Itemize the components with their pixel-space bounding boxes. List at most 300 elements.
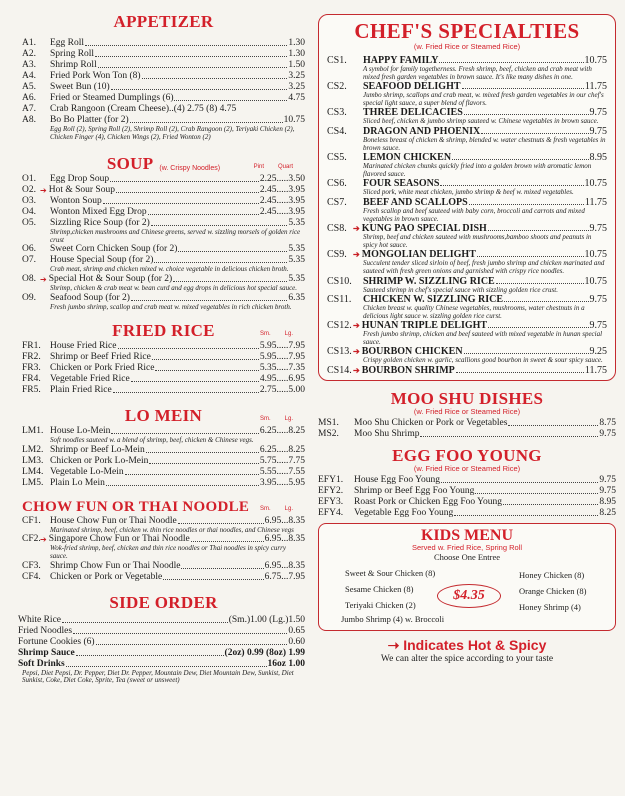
item-name-text: Spring Roll — [50, 49, 95, 59]
chefs-list — [327, 55, 607, 376]
item-description: Marinated shrimp, beef, chicken w. thin rice noodles or thai noodles, and Chinese vegs — [50, 525, 294, 534]
item-price: 10.75 — [584, 178, 607, 190]
item-code: CS10. — [327, 275, 352, 287]
item-code: EFY2. — [318, 486, 344, 497]
menu-item — [22, 174, 305, 185]
item-price: 9.75 — [589, 320, 607, 332]
chili-icon: ➔ — [353, 366, 360, 376]
item-description: Succulent tender sliced sirloin of beef, fresh jumbo shrimp and chicken marinated and sauteed with fresh green onions and garnished with crispy rice noodles. — [363, 259, 605, 275]
item-code: A2. — [22, 49, 36, 59]
egg-foo-list — [318, 475, 616, 519]
dot-leader — [503, 497, 598, 505]
item-name — [354, 418, 599, 429]
item-name-text: Soft Drinks — [18, 658, 65, 669]
dot-leader — [96, 637, 288, 645]
lo-mein-size-large: Lg. — [284, 416, 293, 423]
appetizer-title: APPETIZER — [113, 12, 214, 31]
egg-foo-young-section — [318, 446, 616, 519]
menu-item — [22, 185, 305, 196]
item-code: A6. — [22, 93, 36, 103]
menu-item — [327, 365, 607, 376]
item-price: 11.75 — [584, 365, 607, 377]
item-code: FR3. — [22, 363, 41, 374]
item-price: 9.75 — [599, 486, 616, 497]
moo-shu-title: MOO SHU DISHES — [390, 389, 544, 409]
dot-leader — [163, 572, 263, 580]
item-price: 8.95 — [589, 152, 607, 164]
item-name — [50, 561, 265, 572]
item-name-text: Shrimp Sauce — [18, 647, 75, 658]
item-description: Shrimp, beef and chicken sauteed with mushrooms,bamboo shoots and peanuts in spicy hot sauce. — [363, 233, 592, 249]
menu-item — [18, 659, 305, 670]
chili-icon: ➔ — [40, 186, 47, 196]
item-price: 2.45.....3.95 — [259, 207, 305, 218]
soup-size-pint: Pint — [253, 164, 264, 171]
dot-leader — [62, 615, 228, 623]
item-code: O9. — [22, 292, 36, 303]
item-name-text: Moo Shu Shrimp — [354, 429, 420, 440]
menu-item — [22, 71, 305, 82]
menu-item — [22, 82, 305, 93]
item-code: CS3. — [327, 107, 347, 119]
item-price: 6.95...8.35 — [264, 515, 305, 526]
item-name-text: Sizzling Rice Soup (for 2) — [50, 218, 150, 229]
menu-item — [327, 276, 607, 287]
item-price: 11.75 — [584, 196, 607, 208]
item-name-text: Wonton Soup — [50, 196, 102, 207]
item-name — [363, 276, 585, 287]
soup-list — [22, 174, 305, 311]
item-price: 6.35 — [288, 292, 305, 303]
item-name-text: MONGOLIAN DELIGHT — [361, 249, 476, 261]
item-price: 5.35 — [288, 273, 305, 284]
menu-item — [22, 467, 305, 478]
dot-leader — [462, 81, 584, 89]
dot-leader — [488, 223, 589, 231]
item-name — [354, 508, 599, 519]
menu-item — [22, 341, 305, 352]
item-price: 9.25 — [589, 346, 607, 358]
dot-leader — [148, 207, 259, 215]
dot-leader — [85, 38, 287, 46]
item-code: MS2. — [318, 429, 339, 440]
dot-leader — [181, 561, 263, 569]
menu-item — [22, 572, 305, 583]
item-name-text: FOUR SEASONS — [363, 178, 440, 190]
item-price: 10.75 — [584, 249, 607, 261]
item-price: 5.95.....7.95 — [259, 341, 305, 352]
menu-item — [22, 196, 305, 207]
item-name — [354, 497, 599, 508]
kids-item: Sesame Chicken (8) — [345, 584, 414, 595]
menu-item — [22, 207, 305, 218]
dot-leader — [110, 174, 259, 182]
item-code: O4. — [22, 207, 36, 218]
chefs-title: CHEF'S SPECIALTIES — [354, 19, 580, 43]
item-name-text: Chicken or Pork Lo-Mein — [50, 455, 149, 466]
item-name-text: Fortune Cookies (6) — [18, 636, 95, 647]
item-name-text: Shrimp or Beef Egg Foo Young — [354, 486, 475, 497]
item-code: CS1. — [327, 55, 347, 66]
item-code: CF3. — [22, 560, 41, 571]
item-name-text: KUNG PAO SPECIAL DISH — [361, 223, 487, 235]
dot-leader — [103, 196, 259, 204]
lo-mein-title: LO MEIN — [124, 406, 203, 426]
chili-icon: ➔ — [353, 250, 360, 260]
right-column — [318, 8, 616, 664]
dot-leader — [469, 197, 584, 205]
menu-item — [22, 60, 305, 71]
item-price: 4.95.....6.95 — [259, 374, 305, 385]
item-code: FR5. — [22, 385, 41, 396]
item-price: 4.75 — [288, 93, 305, 103]
menu-item — [22, 374, 305, 385]
item-name — [50, 478, 260, 489]
item-name-text: Moo Shu Chicken or Pork or Vegetables — [354, 418, 508, 429]
item-name-text: CHICKEN W. SIZZLING RICE — [363, 294, 504, 306]
egg-foo-subtitle: (w. Fried Rice or Steamed Rice) — [413, 464, 521, 474]
menu-item — [22, 93, 305, 104]
dot-leader — [151, 218, 288, 226]
dot-leader — [125, 467, 259, 475]
item-code: O3. — [22, 196, 36, 207]
item-price: 0.60 — [288, 636, 305, 647]
item-price: 5.95.....7.95 — [259, 352, 305, 363]
item-code: A3. — [22, 60, 36, 70]
item-price: 11.75 — [584, 81, 607, 93]
item-name — [50, 60, 288, 71]
kids-choose: Choose One Entree — [433, 552, 501, 563]
item-description: A symbol for family togetherness. Fresh shrimp, beef, chicken and crab meat with mixed fresh garden vegetables in brown sauce. It's like many dishes in one. — [363, 65, 592, 81]
dot-leader — [504, 294, 588, 302]
kids-subtitle: Served w. Fried Rice, Spring Roll — [411, 543, 523, 553]
dot-leader — [111, 426, 258, 434]
kids-item: Honey Shrimp (4) — [519, 602, 581, 613]
item-name-text: House Special Soup (for 2) — [50, 255, 154, 266]
item-name-text: Shrimp or Beef Fried Rice — [50, 352, 151, 363]
item-description: Shrimp, chicken & crab meat w. bean curd and egg drops in delicious hot special sauce. — [50, 283, 298, 292]
item-code: FR2. — [22, 352, 41, 363]
chili-icon: ➔ — [353, 321, 360, 331]
item-price: 6.95...8.35 — [264, 534, 305, 545]
soup-subtitle: (w. Crispy Noodles) — [159, 165, 221, 173]
item-name-text: DRAGON AND PHOENIX — [363, 125, 481, 137]
item-code: FR4. — [22, 374, 41, 385]
dot-leader — [146, 445, 259, 453]
item-name-text: SEAFOOD DELIGHT — [363, 81, 461, 93]
item-name-text: Plain Fried Rice — [50, 385, 112, 396]
item-price: 1.30 — [288, 49, 305, 59]
item-name-text: Sweet Corn Chicken Soup (for 2) — [50, 244, 178, 255]
dot-leader — [106, 478, 259, 486]
item-price: 9.75 — [599, 429, 616, 440]
lo-mein-list — [22, 426, 305, 489]
chili-icon: ➔ — [353, 224, 360, 234]
item-name-text: Chicken or Pork Fried Rice — [50, 363, 155, 374]
item-price: 5.55.....7.55 — [259, 466, 305, 477]
menu-item — [18, 637, 305, 648]
dot-leader — [95, 49, 287, 57]
chili-icon: ➔ — [353, 347, 360, 357]
item-name-text: Shrimp Roll — [50, 60, 97, 70]
side-order-title: SIDE ORDER — [109, 592, 218, 612]
dot-leader — [111, 82, 288, 90]
dot-leader — [456, 365, 584, 373]
item-name-text: SHRIMP W. SIZZLING RICE — [363, 275, 495, 287]
item-name-text: BOURBON CHICKEN — [361, 346, 463, 358]
item-name-text: Bo Bo Platter (for 2) — [50, 115, 129, 125]
item-price: 9.75 — [599, 475, 616, 486]
left-column — [18, 8, 305, 685]
dot-leader — [496, 276, 584, 284]
item-price: 3.25 — [288, 82, 305, 92]
item-code: CS8. — [327, 223, 347, 235]
dot-leader — [508, 418, 598, 426]
item-code: CS5. — [327, 152, 347, 164]
lo-mein-size-small: Sm. — [259, 416, 271, 423]
menu-item — [22, 561, 305, 572]
dot-leader — [131, 293, 287, 301]
item-code: CS14. — [327, 365, 352, 377]
menu-item — [22, 293, 305, 304]
item-name-text: Sweet Bun (10) — [50, 82, 110, 92]
item-name — [50, 104, 305, 115]
item-code: EFY1. — [318, 475, 344, 486]
chow-fun-list — [22, 516, 305, 583]
dot-leader — [452, 152, 588, 160]
item-price: 6.25.....8.25 — [259, 426, 305, 437]
item-price: 2.25.....3.50 — [259, 174, 305, 185]
item-name-text: Egg Drop Soup — [50, 174, 110, 185]
item-code: EFY3. — [318, 497, 344, 508]
item-price: 5.35 — [288, 218, 305, 229]
dot-leader — [116, 185, 259, 193]
menu-item — [22, 49, 305, 60]
chow-fun-size-small: Sm. — [259, 505, 271, 512]
dot-leader — [142, 71, 288, 79]
menu-item — [318, 418, 616, 429]
item-name-text: House Chow Fun or Thai Noodle — [50, 515, 177, 526]
item-name — [353, 365, 585, 377]
item-name — [18, 615, 229, 626]
item-description: Boneless breast of chicken & shrimp, blended w. water chestnuts & fresh vegetables in brown sauce. — [363, 135, 606, 152]
dot-leader — [440, 178, 583, 186]
item-code: O1. — [22, 174, 36, 185]
item-name — [50, 293, 288, 304]
item-name — [50, 244, 288, 255]
item-name-text: Fried Pork Won Ton (8) — [50, 71, 141, 81]
dot-leader — [481, 126, 588, 134]
item-name — [18, 648, 225, 659]
menu-item — [22, 385, 305, 396]
item-code: O5. — [22, 218, 36, 229]
item-price: 5.35.....7.35 — [259, 363, 305, 374]
item-code: LM4. — [22, 466, 44, 477]
menu-item — [22, 104, 305, 115]
item-code: CS13. — [327, 346, 352, 358]
item-name — [50, 572, 265, 583]
soup-title: SOUP — [106, 154, 154, 174]
item-name — [50, 49, 288, 60]
item-price: 6.25.....8.25 — [259, 444, 305, 455]
kids-item: Jumbo Shrimp (4) w. Broccoli — [341, 614, 445, 625]
item-name-text: THREE DELICACIES — [363, 107, 463, 119]
kids-item: Honey Chicken (8) — [519, 570, 585, 581]
menu-item — [318, 475, 616, 486]
item-price: 8.25 — [599, 508, 616, 519]
item-description: Fresh scallop and beef sauteed with baby corn, broccoli and carrots and mixed vegetables in brown sauce. — [363, 206, 585, 223]
item-name-text: BOURBON SHRIMP — [361, 365, 455, 377]
item-name-text: House Lo-Mein — [50, 426, 111, 437]
dot-leader — [464, 346, 589, 354]
item-description: Sliced beef, chicken & jumbo shrimp sauteed w. Chinese vegetables in brown sauce. — [363, 117, 599, 126]
item-price: 6.75...7.95 — [264, 571, 305, 582]
dot-leader — [73, 626, 287, 634]
dot-leader — [131, 374, 259, 382]
moo-shu-subtitle: (w. Fried Rice or Steamed Rice) — [413, 407, 521, 417]
dot-leader — [173, 274, 287, 282]
item-price: 9.75 — [589, 125, 607, 137]
item-name — [50, 82, 288, 93]
item-name-text: Vegetable Lo-Mein — [50, 466, 124, 477]
dot-leader — [191, 534, 264, 542]
item-name — [50, 352, 260, 363]
item-name-text: Singapore Chow Fun or Thai Noodle — [48, 534, 190, 545]
item-name-text: Roast Pork or Chicken Egg Foo Young — [354, 497, 503, 508]
item-name — [50, 93, 288, 104]
item-code: CF1. — [22, 515, 41, 526]
menu-item — [22, 244, 305, 255]
item-name-text: Chicken or Pork or Vegetable — [50, 571, 163, 582]
dot-leader — [66, 659, 267, 667]
dot-leader — [98, 60, 288, 68]
drinks-note: Pepsi, Diet Pepsi, Dr. Pepper, Diet Dr. Pepper, Mountain Dew, Diet Mountain Dew, Sunkist, Diet Sunkist, Coke, Diet Coke, Sprite, Tea (sweet or unsweet) — [22, 668, 294, 685]
item-description: Sauteed shrimp in chef's special sauce with sizzling golden rice crust. — [363, 285, 558, 294]
item-name-text: Wonton Mixed Egg Drop — [50, 207, 147, 218]
item-price: 1.30 — [288, 38, 305, 48]
item-description: Shrimp,chicken mushrooms and Chinese greens, served w. sizzling morsels of golden rice crust — [50, 228, 301, 244]
item-code: CS2. — [327, 81, 347, 93]
item-name-text: Shrimp or Beef Lo-Mein — [50, 444, 145, 455]
item-price: 6.95...8.35 — [264, 560, 305, 571]
item-code: CF4. — [22, 571, 41, 582]
item-name-text: Hot & Sour Soup — [48, 185, 115, 196]
kids-item: Sweet & Sour Chicken (8) — [345, 568, 436, 579]
item-price: 1.50 — [288, 60, 305, 70]
chili-icon: ➔ — [40, 535, 47, 545]
dot-leader — [174, 93, 287, 101]
item-name — [50, 456, 260, 467]
item-code: CS9. — [327, 249, 347, 261]
item-price: 2.45.....3.95 — [259, 185, 305, 196]
dot-leader — [178, 244, 287, 252]
item-name-text: Shrimp Chow Fun or Thai Noodle — [50, 560, 181, 571]
item-code: A1. — [22, 38, 36, 48]
chow-fun-title: CHOW FUN OR THAI NOODLE — [22, 498, 250, 515]
dot-leader — [477, 249, 584, 257]
fried-rice-size-small: Sm. — [259, 331, 271, 338]
item-code: O7. — [22, 255, 36, 266]
item-name — [50, 196, 260, 207]
moo-shu-list — [318, 418, 616, 440]
item-description: Crispy golden chicken w. garlic, scallions good bourbon in sweet & sour spicy sauce. — [363, 356, 603, 365]
item-code: CF2. — [22, 534, 41, 545]
item-code: EFY4. — [318, 508, 344, 519]
item-price: 10.75 — [584, 275, 607, 287]
menu-item — [22, 456, 305, 467]
legend-subtext: We can alter the spice according to your taste — [380, 654, 554, 665]
item-name — [50, 341, 260, 352]
item-description: Fresh jumbo shrimp, chicken and beef sauteed with mixed vegetable in hunan special sauce. — [363, 330, 603, 346]
item-code: O2. — [22, 185, 36, 196]
item-price: 5.35 — [288, 255, 305, 266]
fried-rice-title: FRIED RICE — [112, 321, 215, 341]
item-name — [50, 385, 260, 396]
menu-item — [318, 497, 616, 508]
item-description: Soft noodles sauteed w. a blend of shrimp, beef, chicken & Chinese vegs. — [50, 436, 254, 445]
item-name — [50, 467, 260, 478]
item-price: 10.75 — [283, 115, 305, 125]
item-name — [354, 486, 599, 497]
item-code: CS6. — [327, 178, 347, 190]
item-description: Jumbo shrimp, scallops and crab meat, w. mixed fresh garden vegetables in our chef's special light sauce, a super blend of flavors. — [363, 91, 604, 107]
menu-item — [18, 626, 305, 637]
menu-item — [318, 486, 616, 497]
item-name — [50, 38, 288, 49]
item-name — [50, 207, 260, 218]
item-price: 2.75.....5.00 — [259, 385, 305, 396]
item-price: 3.95.....5.95 — [259, 477, 305, 488]
item-code: MS1. — [318, 418, 339, 429]
item-name — [18, 659, 268, 670]
item-price: 8.95 — [599, 497, 616, 508]
item-name-text: HAPPY FAMILY — [363, 55, 439, 66]
legend-text: Indicates Hot & Spicy — [403, 637, 547, 654]
item-description: Egg Roll (2), Spring Roll (2), Shrimp Roll (2), Crab Rangoon (2), Teriyaki Chicken (2), Chicken Finger (4), Chicken Wings (2), Fried Wonton (2) — [50, 125, 295, 141]
kids-menu-box — [318, 523, 616, 631]
item-name-text: Crab Rangoon (Cream Cheese)..(4) 2.75 (8) 4.75 — [50, 104, 237, 114]
item-price: 0.65 — [288, 625, 305, 636]
chefs-subtitle: (w. Fried Rice or Steamed Rice) — [413, 42, 521, 51]
item-price: 9.75 — [589, 223, 607, 235]
item-code: O6. — [22, 244, 36, 255]
item-price: 9.75 — [589, 107, 607, 119]
item-code: A4. — [22, 71, 36, 81]
item-name-text: White Rice — [18, 614, 61, 625]
item-description: Wok-fried shrimp, beef, chicken and thin rice noodles or Thai noodles in spicy curry sauce. — [50, 544, 286, 560]
item-code: A8. — [22, 115, 36, 125]
dot-leader — [464, 107, 589, 115]
item-code: CS11. — [327, 294, 352, 306]
item-code: LM1. — [22, 426, 44, 437]
item-name-text: Seafood Soup (for 2) — [50, 292, 130, 303]
item-price: 2.45.....3.95 — [259, 196, 305, 207]
item-price: 16oz 1.00 — [267, 658, 305, 669]
item-name — [354, 429, 599, 440]
item-code: CS4. — [327, 125, 347, 137]
kids-item: Teriyaki Chicken (2) — [345, 600, 416, 611]
kids-price: $4.35 — [437, 584, 501, 608]
item-price: 3.25 — [288, 71, 305, 81]
item-code: CS7. — [327, 196, 347, 208]
item-code: CS12. — [327, 320, 352, 332]
item-name — [50, 363, 260, 374]
dot-leader — [113, 385, 259, 393]
item-code: O8. — [22, 273, 36, 284]
item-description: Crab meat, shrimp and chicken mixed w. choice vegetable in delicious chicken broth. — [50, 265, 289, 274]
item-name — [354, 475, 599, 486]
chefs-specialties-box — [318, 14, 616, 381]
